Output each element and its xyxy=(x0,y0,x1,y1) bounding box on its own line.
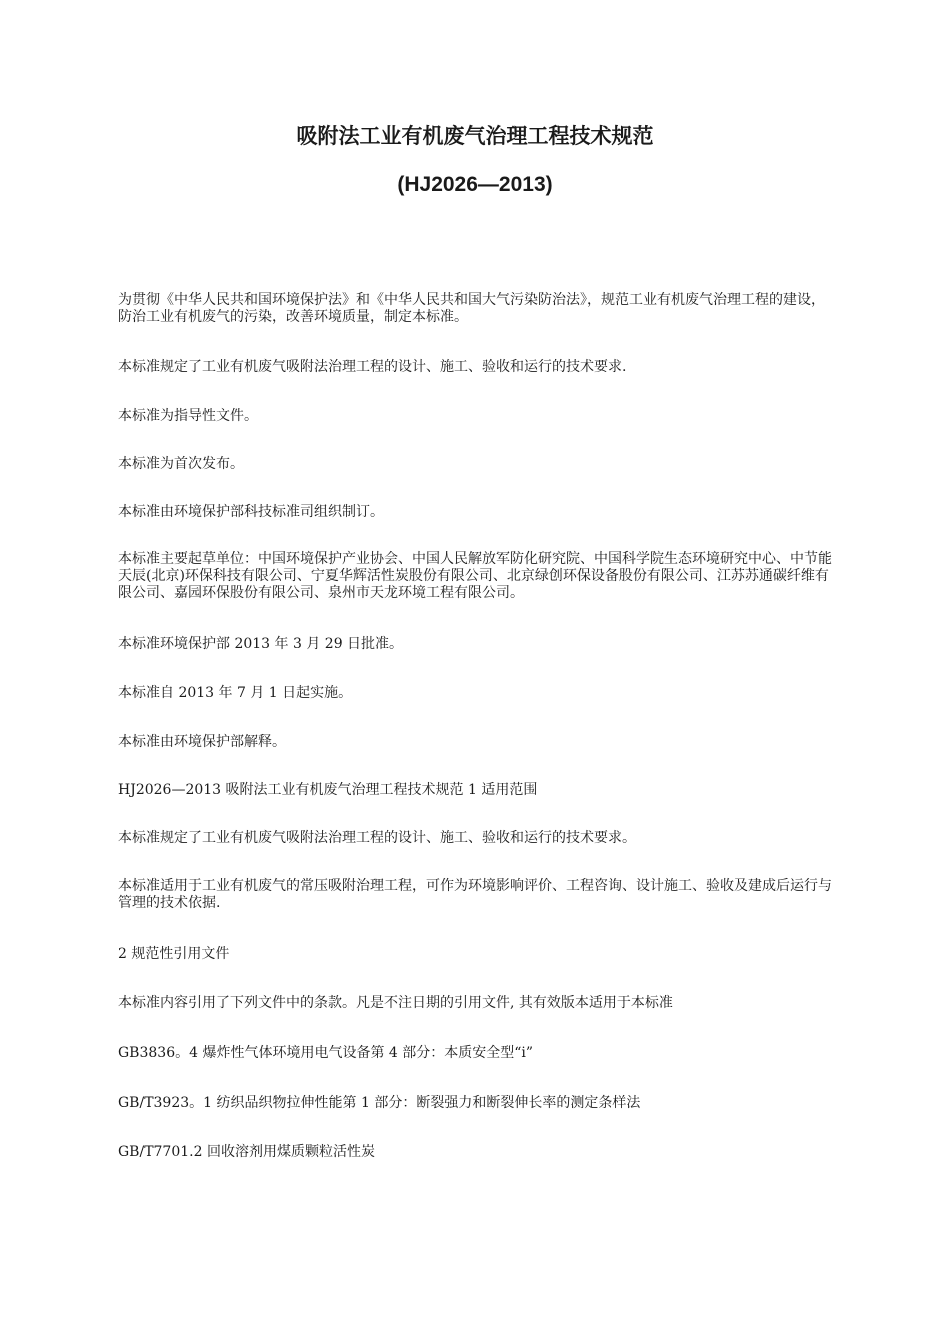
paragraph-guidance: 本标准为指导性文件。 xyxy=(118,408,258,424)
paragraph-references-intro: 本标准内容引用了下列文件中的条款。凡是不注日期的引用文件, 其有效版本适用于本标准 xyxy=(118,995,673,1011)
section-heading-references: 2 规范性引用文件 xyxy=(118,946,230,962)
paragraph-interpretation: 本标准由环境保护部解释。 xyxy=(118,734,286,750)
paragraph-scope: 本标准规定了工业有机废气吸附法治理工程的设计、施工、验收和运行的技术要求. xyxy=(118,359,627,375)
paragraph-scope-requirements: 本标准规定了工业有机废气吸附法治理工程的设计、施工、验收和运行的技术要求。 xyxy=(118,830,636,846)
reference-item-gbt7701: GB/T7701.2 回收溶剂用煤质颗粒活性炭 xyxy=(118,1144,375,1160)
reference-item-gb3836: GB3836。4 爆炸性气体环境用电气设备第 4 部分：本质安全型“i” xyxy=(118,1045,534,1061)
paragraph-applicability: 本标准适用于工业有机废气的常压吸附治理工程，可作为环境影响评价、工程咨询、设计施工、验收及建成后运行与管理的技术依据. xyxy=(118,878,832,911)
paragraph-purpose: 为贯彻《中华人民共和国环境保护法》和《中华人民共和国大气污染防治法》，规范工业有机废气治理工程的建设，防治工业有机废气的污染，改善环境质量，制定本标准。 xyxy=(118,292,825,325)
document-title: 吸附法工业有机废气治理工程技术规范 xyxy=(296,124,654,148)
paragraph-approval-date: 本标准环境保护部 2013 年 3 月 29 日批准。 xyxy=(118,636,404,652)
paragraph-first-release: 本标准为首次发布。 xyxy=(118,456,244,472)
reference-item-gbt3923: GB/T3923。1 纺织品织物拉伸性能第 1 部分：断裂强力和断裂伸长率的测定条样法 xyxy=(118,1095,641,1111)
document-code: (HJ2026—2013) xyxy=(397,173,553,196)
paragraph-effective-date: 本标准自 2013 年 7 月 1 日起实施。 xyxy=(118,685,353,701)
paragraph-organizer: 本标准由环境保护部科技标准司组织制订。 xyxy=(118,504,384,520)
section-heading-scope: HJ2026—2013 吸附法工业有机废气治理工程技术规范 1 适用范围 xyxy=(118,782,538,798)
paragraph-drafters: 本标准主要起草单位：中国环境保护产业协会、中国人民解放军防化研究院、中国科学院生态环境研究中心、中节能天辰(北京)环保科技有限公司、宁夏华辉活性炭股份有限公司、北京绿创环保设备股份有限公司、江苏苏通碳纤维有限公司、嘉园环保股份有限公司、泉州市天龙环境工程有限公司。 xyxy=(118,551,832,601)
